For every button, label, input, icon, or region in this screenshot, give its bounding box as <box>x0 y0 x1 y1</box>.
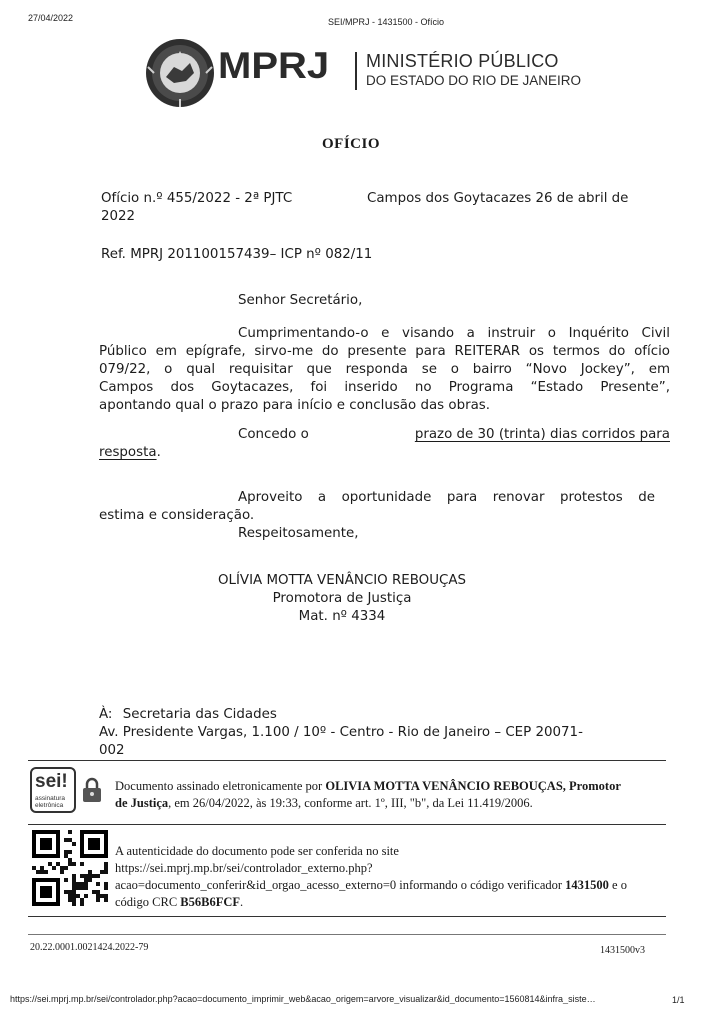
process-number: 20.22.0001.0021424.2022-79 <box>30 942 149 953</box>
logo-name-line1: MINISTÉRIO PÚBLICO <box>366 51 559 71</box>
paragraph1-line3: 079/22, o qual requisitar que responda se o bairro “Novo Jockey”, em <box>99 362 670 377</box>
sei-badge-sub1: assinatura <box>35 795 65 802</box>
paragraph2-line1 <box>238 426 670 444</box>
addressee-name: Secretaria das Cidades <box>122 707 277 722</box>
signer-role: Promotora de Justiça <box>272 591 412 606</box>
padlock-icon <box>82 777 102 807</box>
sei-signature-badge <box>30 767 104 815</box>
addressee-address-line1: Av. Presidente Vargas, 1.100 / 10º - Centro - Rio de Janeiro – CEP 20071- <box>99 725 583 740</box>
paragraph1-line2: Público em epígrafe, sirvo-me do presente para REITERAR os termos do ofício <box>99 344 670 359</box>
addressee-label: À: <box>99 707 113 722</box>
reference: Ref. MPRJ 201100157439– ICP nº 082/11 <box>101 247 373 262</box>
paragraph1-line5: apontando qual o prazo para início e conclusão das obras. <box>99 398 491 413</box>
sei-badge-sub2: eletrônica <box>35 802 64 809</box>
verification-bottom-rule <box>28 916 666 917</box>
paragraph2-deadline: prazo de 30 (trinta) dias corridos para <box>414 427 670 442</box>
paragraph1-line1: Cumprimentando-o e visando a instruir o Inquérito Civil <box>238 326 670 341</box>
print-doc-title: SEI/MPRJ - 1431500 - Ofício <box>328 17 445 27</box>
sei-signer-role: de Justiça <box>115 796 169 810</box>
paragraph1-line4: Campos dos Goytacazes, foi inserido no Programa “Estado Presente”, <box>99 380 670 395</box>
addressee-address-line2: 002 <box>99 743 125 758</box>
signer-id: Mat. nº 4334 <box>298 609 386 624</box>
oficio-number: Ofício n.º 455/2022 - 2ª PJTC <box>101 191 293 206</box>
closing: Respeitosamente, <box>238 526 359 541</box>
print-url: https://sei.mprj.mp.br/sei/controlador.php?acao=documento_imprimir_web&acao_origem=arvore_visualizar&id_documento=1560814&infra_siste… <box>10 994 596 1004</box>
paragraph2-end: . <box>156 445 161 460</box>
crc-code: B56B6FCF <box>180 895 241 909</box>
print-date: 27/04/2022 <box>28 13 74 23</box>
oficio-number-year: 2022 <box>101 209 136 224</box>
paragraph2-response: resposta <box>99 445 157 460</box>
footer-rule <box>28 934 666 935</box>
verification-line4: código CRC B56B6FCF. <box>115 895 244 909</box>
verification-line3: acao=documento_conferir&id_orgao_acesso_externo=0 informando o código verificador 1431500 e o <box>115 878 627 892</box>
logo-divider <box>355 52 357 90</box>
logo-name-line2: DO ESTADO DO RIO DE JANEIRO <box>366 73 582 88</box>
paragraph2-line2 <box>99 444 161 462</box>
mprj-seal-logo <box>144 37 216 109</box>
signature-top-rule <box>28 760 666 761</box>
document-title: OFÍCIO <box>322 136 381 152</box>
doc-version: 1431500v3 <box>600 945 645 956</box>
sei-signer: OLIVIA MOTTA VENÂNCIO REBOUÇAS, Promotor <box>325 779 621 793</box>
verification-url: https://sei.mprj.mp.br/sei/controlador_externo.php? <box>115 861 373 875</box>
qr-code-icon <box>32 830 108 906</box>
paragraph3-line2: estima e consideração. <box>99 508 255 523</box>
verification-text <box>115 843 675 911</box>
paragraph2-prefix: Concedo o <box>238 427 309 442</box>
page-count: 1/1 <box>672 995 685 1005</box>
signature-bottom-rule <box>28 824 666 825</box>
addressee-line1 <box>99 706 277 724</box>
place-date: Campos dos Goytacazes 26 de abril de <box>367 191 629 206</box>
sei-signature-text: Documento assinado eletronicamente por OLIVIA MOTTA VENÂNCIO REBOUÇAS, Promotor de Justiça, em 26/04/2022, às 19:33, conforme art. 1º, III, "b", da Lei 11.419/2006. <box>115 779 621 810</box>
verifier-code: 1431500 <box>565 878 609 892</box>
sei-badge-text: sei! <box>35 771 68 792</box>
signer-name: OLÍVIA MOTTA VENÂNCIO REBOUÇAS <box>217 573 467 588</box>
logo-acronym: MPRJ <box>218 46 330 87</box>
verification-line1: A autenticidade do documento pode ser conferida no site <box>115 844 399 858</box>
salutation: Senhor Secretário, <box>238 293 363 308</box>
paragraph3-line1: Aproveito a oportunidade para renovar protestos de <box>238 490 655 505</box>
